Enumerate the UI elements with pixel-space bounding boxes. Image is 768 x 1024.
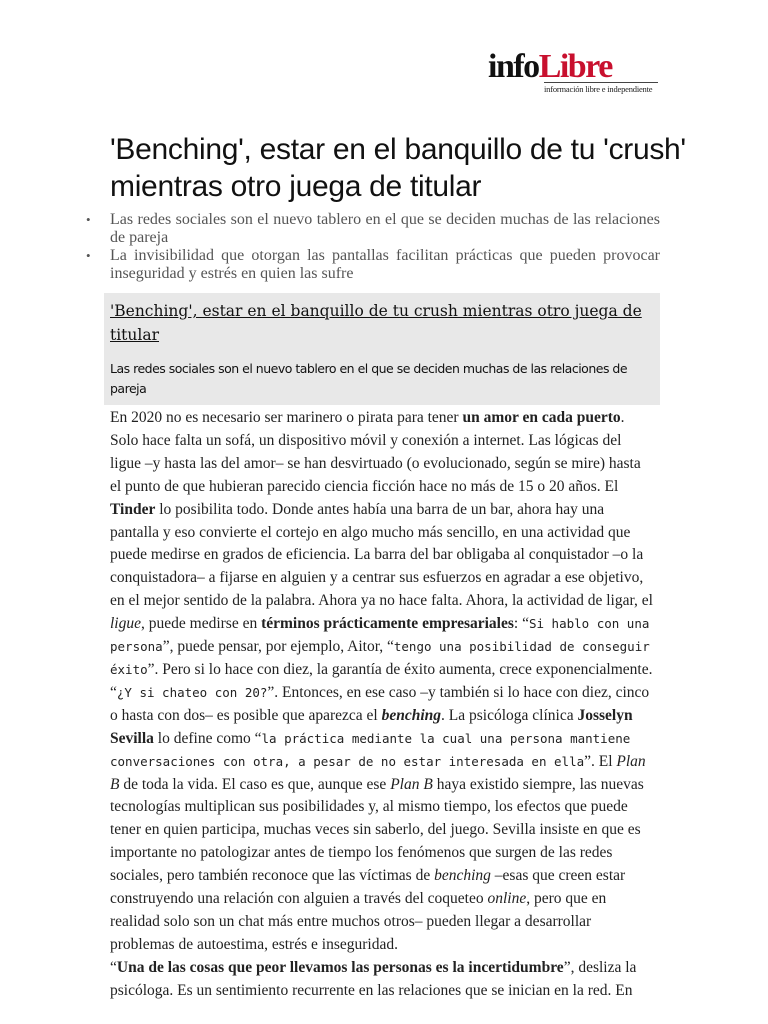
text-run: . La psicóloga clínica (441, 706, 578, 724)
text-run: ”, puede pensar, por ejemplo, Aitor, “ (162, 638, 394, 656)
text-run: haya existido siempre, las nuevas tecnologías multiplican sus posibilidades y, al mismo tiempo, los efectos que puede tener en quien participa, muchas veces sin saberlo, del juego. Sevilla insiste en que es importante no patologizar antes de tiempo los fenómenos que surgen de las redes sociales, pero también reconoce que las víctimas de (110, 775, 644, 885)
text-run: , puede medirse en (141, 615, 262, 633)
quote-run: ¿Y si chateo con 20? (116, 684, 268, 700)
text-run: . Solo hace falta un sofá, un dispositivo móvil y conexión a internet. Las lógicas del ligue –y hasta las del amor– se han desvirtuado (o evolucionado, según se mire) hasta el punto de que hubieran parecido ciencia ficción hace no más de 15 o 20 años. El (110, 409, 641, 495)
article-summary-bullets (86, 211, 660, 283)
summary-bullet (86, 211, 660, 247)
quote-run: la práctica mediante la cual una persona mantiene conversaciones con otra, a pesar de no estar interesada en ella (110, 730, 631, 769)
logo-info-text: info (488, 48, 539, 85)
summary-bullet (86, 247, 660, 283)
quote-run: tengo una posibilidad de conseguir éxito (110, 639, 650, 677)
italic-phrase: online (487, 890, 527, 908)
quote-run: Si hablo con una persona (110, 616, 650, 655)
logo-wordmark (488, 48, 660, 85)
logo-tagline: información libre e independiente (544, 82, 658, 94)
text-run: ”, desliza la psicóloga. Es un sentimiento recurrente en las relaciones que se inician en la red. En (110, 958, 637, 999)
italic-phrase: Plan B (110, 752, 646, 793)
text-run: , pero que en realidad solo son un chat más entre muchos otros– pueden llegar a desarrollar problemas de autoestima, estrés e inseguridad. (110, 890, 607, 953)
italic-phrase: benching (434, 867, 491, 885)
text-run: En 2020 no es necesario ser marinero o pirata para tener (110, 409, 463, 426)
summary-bullet-text: Las redes sociales son el nuevo tablero en el que se deciden muchas de las relaciones de pareja (110, 211, 660, 246)
italic-phrase: Plan B (390, 775, 433, 793)
article-headline: 'Benching', estar en el banquillo de tu 'crush' mientras otro juega de titular (110, 133, 686, 203)
text-run: lo define como “ (153, 729, 262, 747)
bold-italic-phrase: benching (381, 706, 442, 724)
bullet-dot-icon: • (86, 212, 91, 227)
related-article-subtitle: Las redes sociales son el nuevo tablero en el que se deciden muchas de las relaciones de pareja (110, 361, 628, 396)
article-paragraph (110, 407, 654, 957)
text-run: ”. Entonces, en ese caso –y también si lo hace con diez, cinco o hasta con dos– es posible que aparezca el (110, 683, 650, 724)
text-run: de toda la vida. El caso es que, aunque ese (119, 775, 391, 793)
text-run: ”. Pero si lo hace con diez, la garantía de éxito aumenta, crece exponencialmente. “ (110, 660, 653, 701)
related-article-title-link[interactable]: 'Benching', estar en el banquillo de tu crush mientras otro juega de titular (110, 302, 642, 344)
italic-phrase: ligue (110, 615, 141, 633)
tinder-link[interactable]: Tinder (110, 500, 156, 518)
article-body (110, 407, 654, 1003)
text-run: lo posibilita todo. Donde antes había una barra de un bar, ahora hay una pantalla y eso convierte el cortejo en algo mucho más sencillo, en una actividad que puede medirse en grados de eficiencia. La barra del bar obligaba al conquistador –o la conquistadora– a fijarse en alguien y a centrar sus esfuerzos en agradar a ese objetivo, en el mejor sentido de la palabra. Ahora ya no hace falta. Ahora, la actividad de ligar, el (110, 500, 653, 610)
text-run: : “ (513, 615, 529, 633)
bullet-dot-icon: • (86, 248, 91, 263)
text-run: ”. El (584, 752, 617, 770)
bold-phrase: Una de las cosas que peor llevamos las personas es la incertidumbre (116, 958, 564, 976)
bold-phrase: un amor en cada puerto (462, 409, 621, 426)
text-run: –esas que creen estar construyendo una relación con alguien a través del coqueteo (110, 867, 626, 908)
infolibre-logo[interactable] (488, 48, 660, 94)
logo-libre-text: Libre (538, 48, 612, 85)
text-run: “ (110, 958, 117, 976)
bold-phrase: Josselyn Sevilla (110, 706, 633, 747)
summary-bullet-text: La invisibilidad que otorgan las pantallas facilitan prácticas que pueden provocar inseguridad y estrés en quien las sufre (110, 247, 660, 282)
bold-phrase: términos prácticamente empresariales (261, 615, 514, 633)
related-article-box[interactable] (104, 293, 660, 405)
article-paragraph (110, 957, 654, 1003)
